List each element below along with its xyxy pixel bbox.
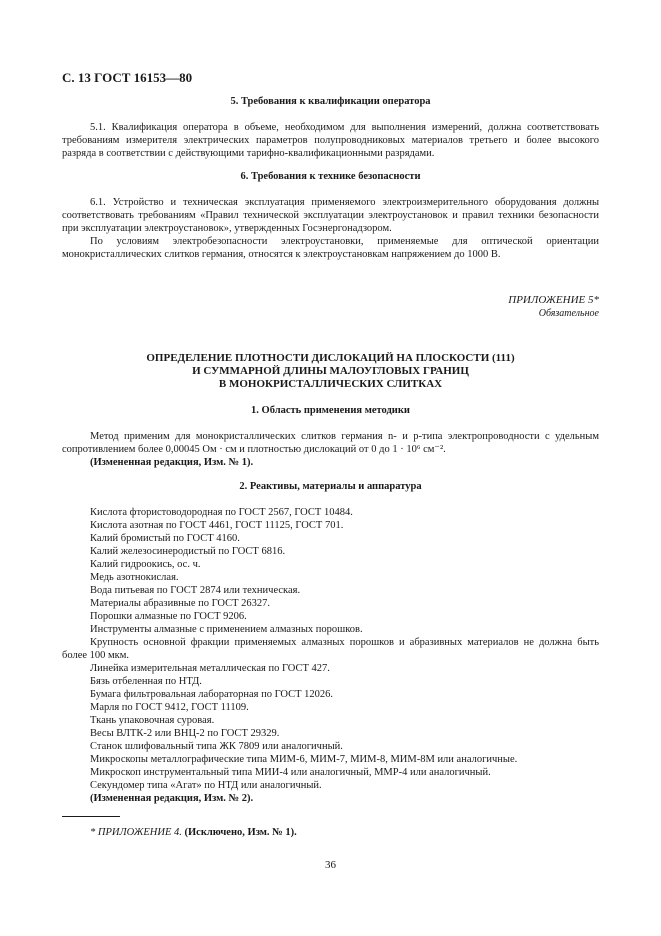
section-6-heading: 6. Требования к технике безопасности [240, 171, 421, 182]
list-item: Бумага фильтровальная лабораторная по ГОСТ 12026. [90, 689, 334, 700]
list-item: Ткань упаковочная суровая. [90, 715, 215, 726]
page-number: 36 [325, 859, 336, 871]
method-1-heading: 1. Область применения методики [251, 405, 410, 416]
title-line-2: И СУММАРНОЙ ДЛИНЫ МАЛОУГЛОВЫХ ГРАНИЦ [192, 365, 469, 377]
section-5-heading: 5. Требования к квалификации оператора [230, 96, 431, 107]
list-item: Микроскопы металлографические типа МИМ-6, МИМ-7, МИМ-8, МИМ-8М или аналогичные. [90, 754, 518, 765]
section-6-paragraph-2: По условиям электробезопасности электроустановки, применяемые для оптической ориентации монокристаллических слитков германия, относятся к электроустановкам напряжением до 1000 В. [62, 236, 599, 260]
list-item: Марля по ГОСТ 9412, ГОСТ 11109. [90, 702, 249, 713]
appendix-status: Обязательное [538, 308, 599, 319]
list-item: Весы ВЛТК-2 или ВНЦ-2 по ГОСТ 29329. [90, 728, 280, 739]
list-item: Кислота фтористоводородная по ГОСТ 2567, ГОСТ 10484. [90, 507, 353, 518]
footnote-label: * ПРИЛОЖЕНИЕ 4. [90, 827, 182, 838]
list-item: Калий гидроокись, ос. ч. [90, 559, 201, 570]
list-item: Бязь отбеленная по НТД. [90, 676, 202, 687]
title-line-1: ОПРЕДЕЛЕНИЕ ПЛОТНОСТИ ДИСЛОКАЦИЙ НА ПЛОСКОСТИ (111) [146, 352, 515, 364]
list-item: Порошки алмазные по ГОСТ 9206. [90, 611, 247, 622]
list-item: Медь азотнокислая. [90, 572, 179, 583]
list-item: Калий железосинеродистый по ГОСТ 6816. [90, 546, 286, 557]
list-item: Калий бромистый по ГОСТ 4160. [90, 533, 240, 544]
list-item: Кислота азотная по ГОСТ 4461, ГОСТ 11125, ГОСТ 701. [90, 520, 344, 531]
list-item: Инструменты алмазные с применением алмазных порошков. [90, 624, 363, 635]
page-header: С. 13 ГОСТ 16153—80 [62, 70, 193, 85]
list-item: Секундомер типа «Агат» по НТД или аналогичный. [90, 780, 322, 791]
method-1-paragraph: Метод применим для монокристаллических слитков германия n- и p-типа электропроводности с удельным сопротивлением более 0,00045 Ом · см и плотностью дислокаций от 0 до 1 · 10⁶ см⁻². [62, 431, 599, 455]
footnote-divider [62, 816, 120, 817]
list-item: Вода питьевая по ГОСТ 2874 или техническая. [90, 585, 301, 596]
method-2-heading: 2. Реактивы, материалы и аппаратура [239, 481, 422, 492]
list-item-long: Крупность основной фракции применяемых алмазных порошков и абразивных материалов не должна быть более 100 мкм. [62, 637, 599, 661]
list-item: Линейка измерительная металлическая по ГОСТ 427. [90, 663, 330, 674]
appendix-label-block [508, 294, 599, 320]
section-6-paragraph-1: 6.1. Устройство и техническая эксплуатация применяемого электроизмерительного оборудования должны соответствовать требованиям «Правил технической эксплуатации электроустановок и правил техники безопасности при эксплуатации электроустановок», утвержденных Госэнергонадзором. [62, 197, 599, 234]
list-item: Станок шлифовальный типа ЖК 7809 или аналогичный. [90, 741, 343, 752]
list-item: Материалы абразивные по ГОСТ 26327. [90, 598, 271, 609]
appendix-label: ПРИЛОЖЕНИЕ 5* [508, 294, 599, 306]
section-5-paragraph: 5.1. Квалификация оператора в объеме, необходимом для выполнения измерений, должна соответствовать требованиям измерителя электрических параметров полупроводниковых материалов третьего и более высокого разряда в соответствии с действующими тарифно-квалификационными разрядами. [62, 122, 599, 159]
footnote-text: (Исключено, Изм. № 1). [184, 827, 297, 838]
title-line-3: В МОНОКРИСТАЛЛИЧЕСКИХ СЛИТКАХ [218, 378, 443, 390]
list-item: Микроскоп инструментальный типа МИИ-4 или аналогичный, ММР-4 или аналогичный. [90, 767, 491, 778]
method-2-edit-note: (Измененная редакция, Изм. № 2). [90, 793, 254, 804]
appendix-title [62, 352, 599, 391]
footnote [90, 827, 297, 838]
method-1-edit-note: (Измененная редакция, Изм. № 1). [90, 457, 254, 468]
